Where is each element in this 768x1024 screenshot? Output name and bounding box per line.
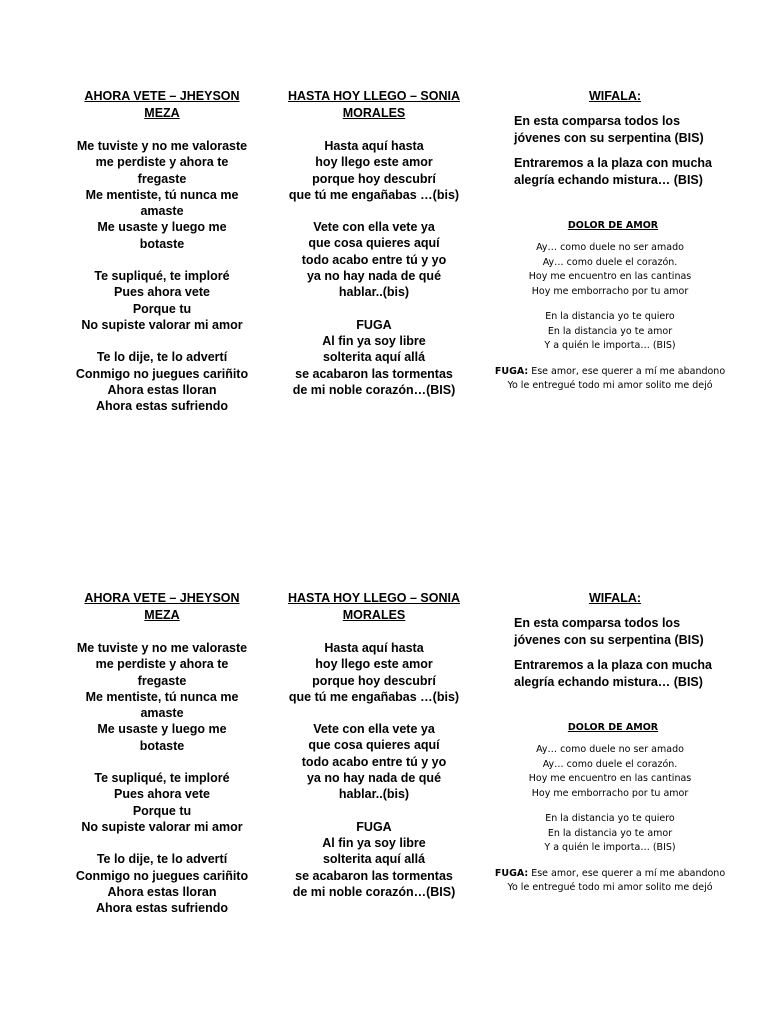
- song-title: WIFALA:: [588, 89, 642, 103]
- lyric-line: Me tuviste y no me valoraste: [76, 641, 248, 655]
- lyric-line: solterita aquí allá: [322, 350, 426, 365]
- lyric-line: En la distancia yo te quiero: [545, 311, 675, 322]
- lyric-line: ya no hay nada de qué: [306, 771, 442, 786]
- lyric-line: que cosa quieres aquí: [308, 236, 440, 251]
- lyric-line: Al fin ya soy libre: [322, 835, 426, 850]
- stanza: [490, 743, 730, 801]
- lyric-line: En la distancia yo te amor: [547, 827, 673, 839]
- lyric-line: Me usaste y luego me: [97, 722, 227, 737]
- lyric-line: Ahora estas sufriendo: [96, 901, 228, 916]
- lyric-line: En la distancia yo te quiero: [545, 813, 675, 824]
- lyric-line: me perdiste y ahora te: [95, 657, 229, 672]
- song-title-line: AHORA VETE – JHEYSON: [84, 591, 240, 605]
- lyric-line: Conmigo no juegues cariñito: [75, 868, 249, 883]
- stanza: [66, 770, 258, 835]
- song-title: [66, 590, 258, 624]
- stanza: [514, 155, 730, 188]
- lyric-line: Pues ahora vete: [114, 787, 210, 802]
- lyric-line: Vete con ella vete ya: [313, 220, 435, 235]
- lyric-line: Al fin ya soy libre: [322, 333, 426, 348]
- lyric-line: que tú me engañabas …(bis): [288, 187, 460, 202]
- lyric-line: Yo le entregué todo mi amor solito me dejó: [507, 882, 713, 893]
- lyric-line: Ese amor, ese querer a mí me abandono: [528, 365, 726, 377]
- lyric-line: que tú me engañabas …(bis): [288, 689, 460, 704]
- lyric-line: Porque tu: [132, 803, 192, 818]
- lyric-line: de mi noble corazón…(BIS): [292, 884, 456, 899]
- song-ahora-vete: [66, 590, 258, 932]
- lyric-line: Ahora estas lloran: [107, 884, 217, 899]
- song-hasta-hoy-llego: [278, 590, 470, 916]
- stanza: [490, 812, 730, 856]
- lyric-line: No supiste valorar mi amor: [81, 819, 243, 834]
- lyric-line: porque hoy descubrí: [312, 673, 436, 688]
- lyric-line: hablar..(bis): [338, 787, 410, 802]
- lyric-line: hablar..(bis): [338, 285, 410, 300]
- stanza: [490, 365, 730, 394]
- lyrics-block-top: [0, 88, 768, 508]
- stanza: [514, 113, 730, 146]
- stanza: [66, 349, 258, 414]
- lyric-line: amaste: [140, 706, 184, 721]
- song-title-line: HASTA HOY LLEGO – SONIA: [287, 591, 460, 605]
- lyric-line: de mi noble corazón…(BIS): [292, 382, 456, 397]
- stanza: [514, 615, 730, 648]
- fuga-line: [490, 365, 730, 380]
- stanza: [66, 851, 258, 916]
- lyric-line: Hoy me encuentro en las cantinas: [528, 773, 692, 784]
- lyric-line: Vete con ella vete ya: [313, 722, 435, 737]
- lyric-line: amaste: [140, 204, 184, 219]
- lyric-line: jóvenes con su serpentina (BIS): [514, 130, 704, 145]
- lyric-line: Ay… como duele no ser amado: [536, 744, 684, 755]
- lyric-line: Y a quién le importa… (BIS): [544, 340, 676, 351]
- lyrics-block-bottom: [0, 590, 768, 1010]
- lyric-line: se acabaron las tormentas: [295, 868, 453, 883]
- lyric-line: me perdiste y ahora te: [95, 155, 229, 170]
- song-title: [66, 88, 258, 122]
- lyric-line: Hasta aquí hasta: [324, 139, 424, 153]
- lyric-line: Conmigo no juegues cariñito: [75, 366, 249, 381]
- song-title-line: MEZA: [144, 608, 180, 622]
- lyric-line: se acabaron las tormentas: [295, 366, 453, 381]
- lyric-line: Entraremos a la plaza con mucha: [514, 658, 712, 672]
- song-title-line: AHORA VETE – JHEYSON: [84, 89, 240, 103]
- stanza: [278, 219, 470, 300]
- lyric-line: ya no hay nada de qué: [306, 269, 442, 284]
- lyric-line: Te lo dije, te lo advertí: [96, 350, 228, 365]
- lyric-line: alegría echando mistura… (BIS): [514, 172, 703, 187]
- lyric-line: alegría echando mistura… (BIS): [514, 674, 703, 689]
- song-ahora-vete: [66, 88, 258, 430]
- song-title-line: MORALES: [342, 106, 406, 120]
- song-title: WIFALA:: [588, 591, 642, 605]
- lyric-line: jóvenes con su serpentina (BIS): [514, 632, 704, 647]
- lyric-line: Hoy me encuentro en las cantinas: [528, 271, 692, 282]
- lyric-line: solterita aquí allá: [322, 852, 426, 867]
- lyric-line: Entraremos a la plaza con mucha: [514, 156, 712, 170]
- lyric-line: hoy llego este amor: [315, 155, 433, 170]
- lyric-line: Ay… como duele el corazón.: [542, 256, 678, 268]
- lyric-line: Hoy me emborracho por tu amor: [531, 787, 689, 799]
- song-wifala-and-dolor: [490, 590, 730, 907]
- stanza: [514, 657, 730, 690]
- lyric-line: fregaste: [137, 673, 187, 688]
- song-hasta-hoy-llego: [278, 88, 470, 414]
- song-title-line: MEZA: [144, 106, 180, 120]
- lyric-line: Te supliqué, te imploré: [94, 269, 230, 284]
- lyric-line: hoy llego este amor: [315, 657, 433, 672]
- lyric-line: Te lo dije, te lo advertí: [96, 852, 228, 867]
- song-title-line: HASTA HOY LLEGO – SONIA: [287, 89, 460, 103]
- lyric-line: fregaste: [137, 171, 187, 186]
- fuga-line: [490, 867, 730, 882]
- lyric-line: Hoy me emborracho por tu amor: [531, 285, 689, 297]
- stanza: [490, 241, 730, 299]
- lyric-line: En esta comparsa todos los: [514, 114, 681, 128]
- lyric-line: Ahora estas sufriendo: [96, 399, 228, 414]
- lyric-line: Te supliqué, te imploré: [94, 771, 230, 786]
- fuga-label: FUGA: [356, 819, 392, 834]
- song-wifala-and-dolor: [490, 88, 730, 405]
- stanza: [66, 640, 258, 754]
- lyric-line: Me usaste y luego me: [97, 220, 227, 235]
- lyric-line: todo acabo entre tú y yo: [301, 754, 447, 769]
- stanza: [66, 268, 258, 333]
- lyric-line: Ay… como duele no ser amado: [536, 242, 684, 253]
- lyric-line: Me mentiste, tú nunca me: [85, 187, 239, 202]
- lyric-line: Hasta aquí hasta: [324, 641, 424, 655]
- lyric-line: Y a quién le importa… (BIS): [544, 842, 676, 853]
- lyric-line: No supiste valorar mi amor: [81, 317, 243, 332]
- lyric-line: Porque tu: [132, 301, 192, 316]
- lyric-line: Me mentiste, tú nunca me: [85, 689, 239, 704]
- fuga-label: FUGA: [356, 317, 392, 332]
- song-title: DOLOR DE AMOR: [567, 722, 659, 733]
- fuga-label: FUGA:: [494, 867, 529, 879]
- lyric-line: porque hoy descubrí: [312, 171, 436, 186]
- stanza: [278, 819, 470, 900]
- stanza: [490, 867, 730, 896]
- song-title: [278, 590, 470, 624]
- stanza: [490, 310, 730, 354]
- song-title: [278, 88, 470, 122]
- lyric-line: Yo le entregué todo mi amor solito me dejó: [507, 380, 713, 391]
- lyric-line: Me tuviste y no me valoraste: [76, 139, 248, 153]
- song-title: DOLOR DE AMOR: [567, 220, 659, 231]
- stanza: [278, 138, 470, 203]
- lyric-line: En esta comparsa todos los: [514, 616, 681, 630]
- stanza: [278, 721, 470, 802]
- lyric-line: Pues ahora vete: [114, 285, 210, 300]
- lyric-line: Ay… como duele el corazón.: [542, 758, 678, 770]
- stanza: [66, 138, 258, 252]
- lyric-line: Ese amor, ese querer a mí me abandono: [528, 867, 726, 879]
- lyric-line: En la distancia yo te amor: [547, 325, 673, 337]
- lyric-line: todo acabo entre tú y yo: [301, 252, 447, 267]
- song-title-line: MORALES: [342, 608, 406, 622]
- stanza: [278, 317, 470, 398]
- stanza: [278, 640, 470, 705]
- lyric-line: botaste: [139, 738, 185, 753]
- wifala-lyrics: [514, 615, 730, 690]
- lyric-line: Ahora estas lloran: [107, 382, 217, 397]
- lyric-line: que cosa quieres aquí: [308, 738, 440, 753]
- lyric-line: botaste: [139, 236, 185, 251]
- fuga-label: FUGA:: [494, 365, 529, 377]
- wifala-lyrics: [514, 113, 730, 188]
